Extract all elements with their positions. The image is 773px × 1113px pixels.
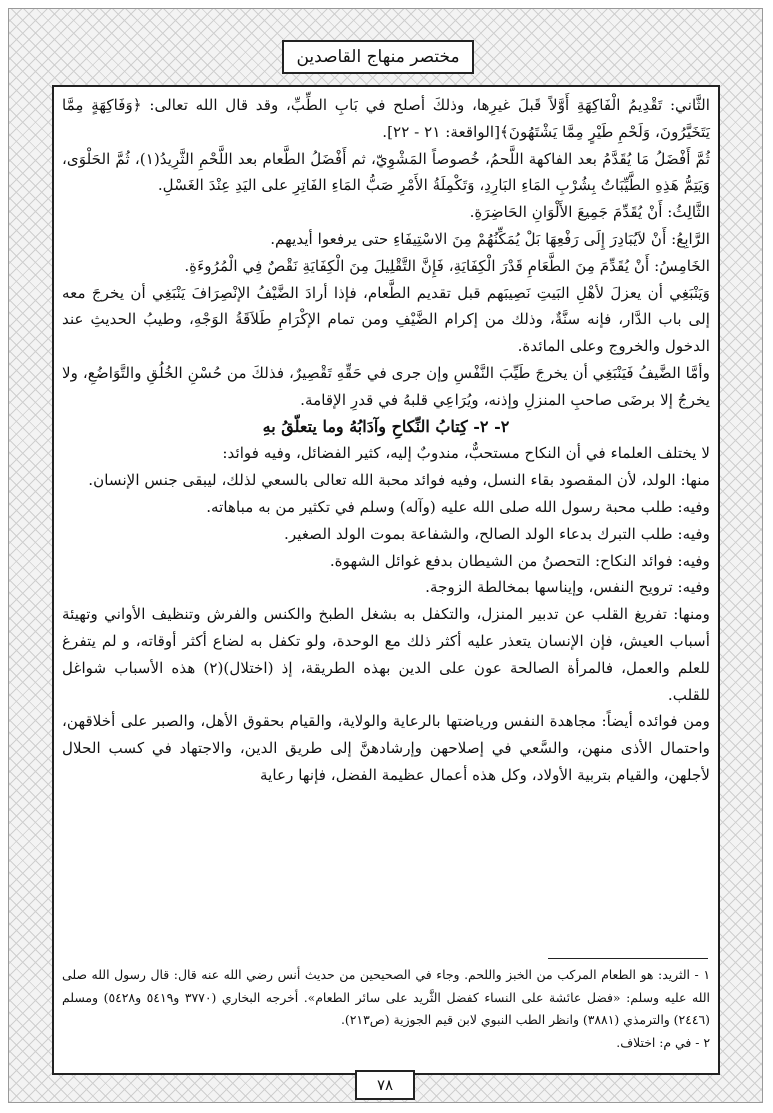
footnote: ٢ - في م: اختلاف. — [616, 1034, 710, 1050]
paragraph: وفيه: ترويح النفس، وإيناسها بمخالطة الزوجة. — [425, 578, 710, 597]
paragraph: وفيه: فوائد النكاح: التحصنُ من الشيطان بدفع غوائل الشهوة. — [329, 551, 710, 570]
paragraph: الثَّالِثُ: أَنْ يُقَدِّمَ جَمِيعَ الأَلْوَانِ الحَاضِرَةِ. — [469, 203, 710, 222]
page-number: ٧٨ — [376, 1076, 394, 1094]
paragraph: الثَّاني: تَقْدِيمُ الْفَاكِهَةِ أَوَّلاً قَبلَ غيرِها، وذلكَ أصلح في بَابِ الطِّبِّ، وقد قال الله تعالى: ﴿وَفَاكِهَةٍ مِمَّا يَتَخَيَّرُونَ، وَلَحْمِ طَيْرٍ مِمَّا يَشْتَهُونَ﴾[الواقعة: ٢١ - ٢٢]. — [62, 96, 710, 141]
paragraph: ومن فوائده أيضاً: مجاهدة النفس ورياضتها بالرعاية والولاية، والقيام بحقوق الأهل، والصبر على أخلاقهن، واحتمال الأذى منهن، والسَّعي في إصلاحهن وإرشادهنَّ إلى طريق الدين، والاجتهاد في كسب الحلال لأجلهن، والقيام بتربية الأولاد، وكل هذه أعمال عظيمة الفضل، فإنها رعاية — [62, 712, 710, 784]
footnote: ١ - الثريد: هو الطعام المركب من الخبز واللحم. وجاء في الصحيحين من حديث أنس رضي الله عنه قال: قال رسول الله صلى الله عليه وسلم: «فضل عائشة على النساء كفضل الثَّريد على سائر الطعام». أخرجه البخاري (٣٧٧٠ و٥٤١٩ و٥٤٢٨) ومسلم (٢٤٤٦) والترمذي (٣٨٨١) وانظر الطب النبوي لابن قيم الجوزية (ص٢١٣). — [62, 967, 710, 1027]
paragraph: وأمَّا الضَّيفُ فَيَنْبَغِي أن يخرجَ طَيِّبَ النَّفْسِ وإن جرى في حَقِّهِ تَقْصِيرٌ، فذلكَ من حُسْنِ الخُلُقِ والتَّوَاضُعِ، ولا يخرجُ إلا برضَى صاحبِ المنزلِ وإذنه، ويُرَاعِي قلبهُ في قدرِ الإقامة. — [62, 363, 710, 409]
page-number-box — [355, 1070, 415, 1100]
footnotes — [62, 964, 710, 1054]
book-title-header — [282, 40, 474, 74]
paragraph: الرَّابِعُ: أَنْ لاَيُبَادِرَ إِلَى رَفْعِهَا بَلْ يُمَكِّنُهُمْ مِنَ الاسْتِيفَاءِ حتى يرفعوا أيديهم. — [270, 229, 710, 248]
paragraph: وفيه: طلب محبة رسول الله صلى الله عليه (وآله) وسلم في تكثير من به مباهاته. — [206, 497, 710, 516]
book-title: مختصر منهاج القاصدين — [296, 47, 460, 67]
paragraph: ثُمَّ أَفْضَلُ مَا يُقَدَّمُ بعد الفاكهة اللَّحمُ، خُصوصاً المَشْوِيّ، ثم أَفْضَلُ الطَّعام بعد اللَّحْمِ الثَّرِيدُ(١)، ثُمَّ الحَلْوَى، وَيَتِمُّ هَذِهِ الطَّيِّبَاتُ بِشُرْبِ المَاءِ البَارِدِ، وَتَكْمِلَةُ الأَمْرِ صَبُّ المَاءِ الفَاتِرِ على اليَدِ عِنْدَ الغَسْلِ. — [62, 149, 710, 195]
paragraph: وفيه: طلب التبرك بدعاء الولد الصالح، والشفاعة بموت الولد الصغير. — [284, 524, 710, 543]
chapter-heading: ٢- ٢- كِتابُ النِّكاحِ وآدَابُهُ وما يتعلّقُ بهِ — [262, 416, 510, 436]
paragraph: لا يختلف العلماء في أن النكاح مستحبٌّ، مندوبٌ إليه، كثير الفضائل، وفيه فوائد: — [222, 444, 710, 463]
paragraph: منها: الولد، لأن المقصود بقاء النسل، وفيه فوائد محبة الله تعالى بالسعي لذلك، ليبقى جنس الإنسان. — [88, 471, 710, 490]
paragraph: الخَامِسُ: أَنْ يُقَدِّمَ مِنَ الطَّعَامِ قَدْرَ الْكِفَايَةِ، فَإِنَّ التَّقْلِيلَ مِنَ الْكِفَايَةِ نَقْصٌ فِي الْمُرُوءَةِ. — [184, 256, 710, 275]
paragraph: ومنها: تفريغ القلب عن تدبير المنزل، والتكفل به بشغل الطبخ والكنس والفرش وتنظيف الأواني وتهيئة أسباب العيش، فإن الإنسان يتعذر عليه أكثر ذلك مع الوحدة، ولو تكفل به لضاع أكثر أوقاته، و لم يتفرغ للعلم والعمل، فالمرأة الصالحة عون على الدين بهذه الطريقة، إذ (اختلال)(٢) هذه الأسباب شواغل للقلب. — [62, 605, 710, 704]
paragraph: وَيَنْبَغِي أن يعزلَ لأهْلِ البَيتِ نَصِيبَهم قبل تقديم الطَّعام، فإذا أرادَ الضَّيْفُ الإنْصِرَافَ يَنْبَغِي أن يخرجَ معه إلى باب الدَّار، فإنه سنَّةٌ، وذلك من إكرام الضَّيْفِ ومن تمام الإكْرَامِ طَلاَقَةُ الوَجْهِ، وطيبُ الحديثِ عند الدخول والخروج وعلى المائدة. — [62, 283, 710, 356]
footnote-separator — [548, 958, 708, 959]
main-text — [62, 92, 710, 789]
